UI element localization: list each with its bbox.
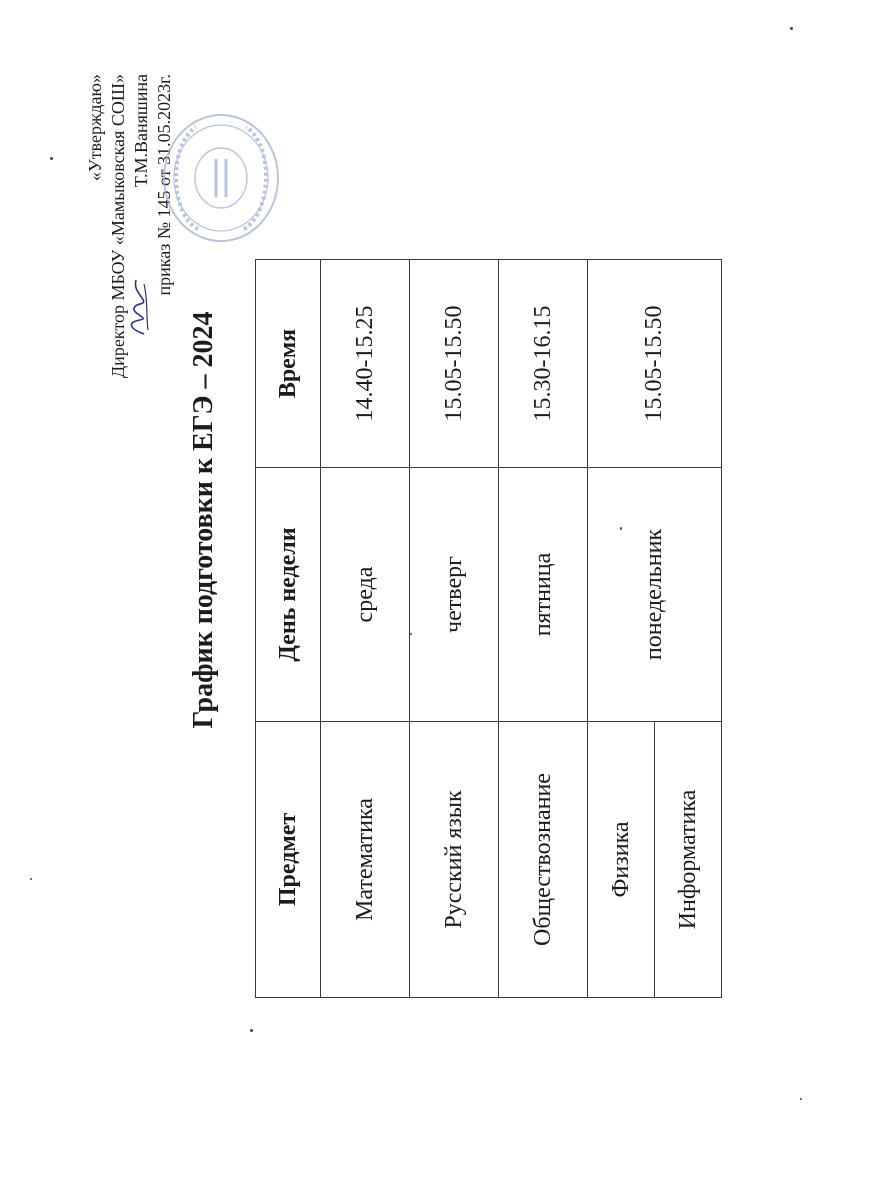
table-header-row (256, 260, 321, 998)
cell-time: 15.05-15.50 (410, 260, 499, 468)
approval-position: Директор МБОУ «Мамыковская СОШ» (108, 74, 128, 379)
schedule-table (255, 259, 722, 998)
cell-day-merged: понедельник (588, 468, 722, 722)
cell-day: среда (321, 468, 410, 722)
cell-subject: Математика (321, 722, 410, 998)
cell-subject: Обществознание (499, 722, 588, 998)
page-title: График подготовки к ЕГЭ – 2024 (188, 311, 219, 729)
scan-speck (250, 1029, 253, 1032)
table-row (321, 260, 410, 998)
table-row (499, 260, 588, 998)
scan-speck (30, 878, 32, 880)
handwritten-signature-icon (124, 278, 154, 336)
table-row (410, 260, 499, 998)
table-row (588, 260, 655, 998)
scan-speck (620, 527, 622, 530)
scan-speck (410, 633, 412, 635)
header-time: Время (256, 260, 321, 468)
order-reference: приказ № 145 от 31.05.2023г. (154, 74, 174, 296)
cell-subject: Русский язык (410, 722, 499, 998)
scan-speck (800, 1098, 802, 1100)
director-name: Т.М.Ваняшина (131, 74, 151, 188)
cell-time: 14.40-15.25 (321, 260, 410, 468)
cell-time-merged: 15.05-15.50 (588, 260, 722, 468)
approval-signature-line (130, 74, 153, 394)
round-seal-stamp-icon (160, 110, 282, 245)
scan-speck (790, 27, 793, 30)
scan-speck (50, 157, 53, 160)
cell-day: пятница (499, 468, 588, 722)
cell-subject: Физика (588, 722, 655, 998)
header-subject: Предмет (256, 722, 321, 998)
approval-heading: «Утверждаю» (85, 74, 105, 182)
cell-day: четверг (410, 468, 499, 722)
header-day: День недели (256, 468, 321, 722)
cell-subject: Информатика (655, 722, 722, 998)
cell-time: 15.30-16.15 (499, 260, 588, 468)
